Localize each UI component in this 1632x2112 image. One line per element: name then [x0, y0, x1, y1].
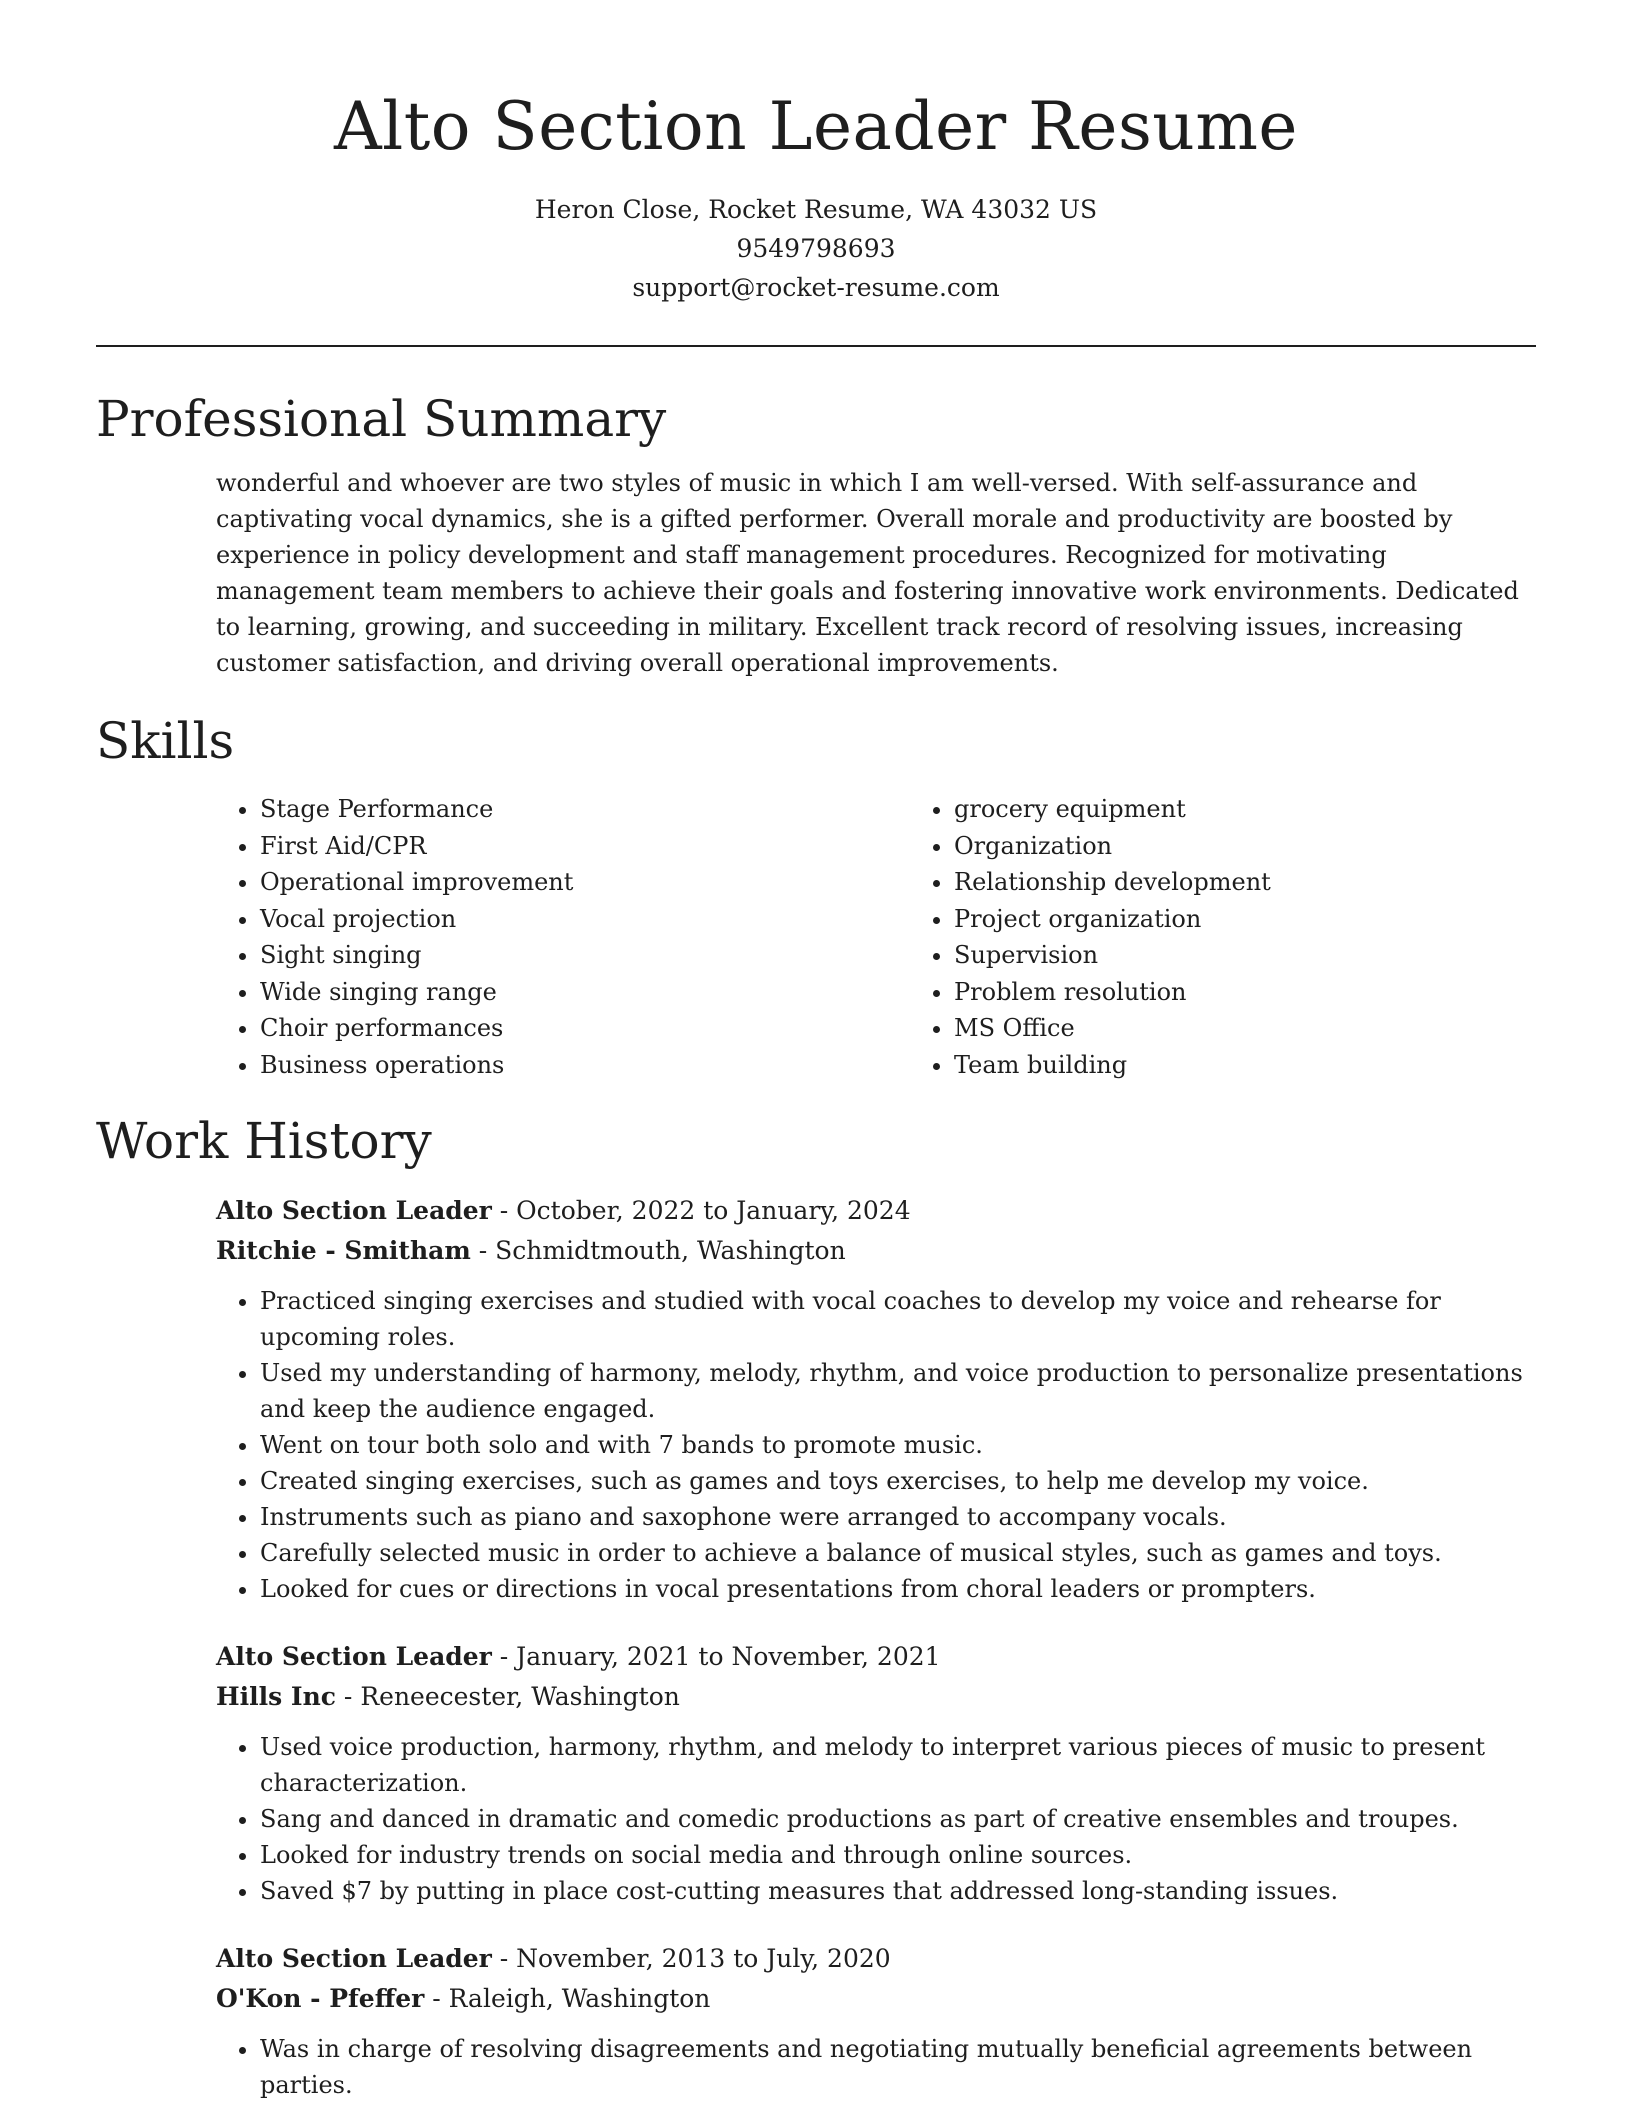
job-title: Alto Section Leader	[216, 1642, 492, 1671]
job-bullet: • Used my understanding of harmony, melody, rhythm, and voice production to personalize presentations and keep the audience engaged.	[260, 1355, 1536, 1427]
resume-header	[96, 0, 1536, 307]
job-bullets	[216, 2031, 1536, 2103]
skills-heading: Skills	[96, 712, 235, 770]
job-bullet: • Instruments such as piano and saxophone were arranged to accompany vocals.	[260, 1499, 1536, 1535]
job-bullet: • Looked for cues or directions in vocal presentations from choral leaders or prompters.	[260, 1571, 1536, 1607]
job-location: - Raleigh, Washington	[424, 1984, 711, 2013]
contact-email: support@rocket-resume.com	[632, 273, 1000, 302]
job-bullet: • Saved $7 by putting in place cost-cutting measures that addressed long-standing issues.	[260, 1873, 1536, 1909]
job-entry	[96, 1939, 1536, 2103]
contact-address: Heron Close, Rocket Resume, WA 43032 US	[534, 195, 1098, 224]
job-bullet: • Created singing exercises, such as games and toys exercises, to help me develop my voice.	[260, 1463, 1536, 1499]
job-company-line	[216, 1231, 1536, 1271]
job-bullet: • Went on tour both solo and with 7 bands to promote music.	[260, 1427, 1536, 1463]
job-dates: - October, 2022 to January, 2024	[491, 1196, 911, 1225]
job-company-line	[216, 1979, 1536, 2019]
job-title: Alto Section Leader	[216, 1196, 492, 1225]
job-bullets	[216, 1729, 1536, 1909]
job-dates: - November, 2013 to July, 2020	[491, 1944, 891, 1973]
job-bullet: • Carefully selected music in order to achieve a balance of musical styles, such as games and toys.	[260, 1535, 1536, 1571]
skill-item: • First Aid/CPR	[260, 828, 910, 865]
skill-item: • Operational improvement	[260, 864, 910, 901]
skill-item: • Stage Performance	[260, 791, 910, 828]
skill-item: • Organization	[954, 828, 1271, 865]
resume-title: Alto Section Leader Resume	[334, 88, 1298, 165]
job-company: Ritchie - Smitham	[216, 1236, 471, 1265]
summary-text: wonderful and whoever are two styles of music in which I am well-versed. With self-assurance and captivating vocal dynamics, she is a gifted performer. Overall morale and productivity are boosted by experience in policy development and staff management procedures. Recognized for motivating management team members to achieve their goals and fostering innovative work environments. Dedicated to learning, growing, and succeeding in military. Excellent track record of resolving issues, increasing customer satisfaction, and driving overall operational improvements.	[216, 469, 1519, 677]
job-title-line	[216, 1191, 1536, 1231]
job-title: Alto Section Leader	[216, 1944, 492, 1973]
skill-item: • Supervision	[954, 937, 1271, 974]
job-bullet: • Practiced singing exercises and studied with vocal coaches to develop my voice and rehearse for upcoming roles.	[260, 1283, 1536, 1355]
skill-item: • Problem resolution	[954, 974, 1271, 1011]
skills-list	[96, 791, 1536, 1083]
job-entry	[96, 1191, 1536, 1607]
skill-item: • Business operations	[260, 1047, 910, 1084]
summary-heading: Professional Summary	[96, 390, 667, 448]
job-dates: - January, 2021 to November, 2021	[491, 1642, 941, 1671]
job-location: - Schmidtmouth, Washington	[470, 1236, 846, 1265]
job-bullet: • Was in charge of resolving disagreements and negotiating mutually beneficial agreements between parties.	[260, 2031, 1536, 2103]
contact-phone: 9549798693	[736, 234, 896, 263]
skill-item: • MS Office	[954, 1010, 1271, 1047]
job-bullets	[216, 1283, 1536, 1607]
job-bullet: • Used voice production, harmony, rhythm, and melody to interpret various pieces of music to present characterization.	[260, 1729, 1536, 1801]
skill-item: • grocery equipment	[954, 791, 1271, 828]
job-entry	[96, 1637, 1536, 1909]
job-bullet: • Sang and danced in dramatic and comedic productions as part of creative ensembles and troupes.	[260, 1801, 1536, 1837]
job-company: Hills Inc	[216, 1682, 336, 1711]
skill-item: • Relationship development	[954, 864, 1271, 901]
skill-item: • Wide singing range	[260, 974, 910, 1011]
job-bullet: • Looked for industry trends on social media and through online sources.	[260, 1837, 1536, 1873]
skills-column-left	[216, 791, 910, 1083]
header-divider	[96, 345, 1536, 347]
skill-item: • Project organization	[954, 901, 1271, 938]
skills-column-right	[910, 791, 1271, 1083]
job-title-line	[216, 1637, 1536, 1677]
skill-item: • Vocal projection	[260, 901, 910, 938]
contact-block	[96, 190, 1536, 307]
skill-item: • Team building	[954, 1047, 1271, 1084]
skill-item: • Sight singing	[260, 937, 910, 974]
job-company-line	[216, 1677, 1536, 1717]
job-company: O'Kon - Pfeffer	[216, 1984, 425, 2013]
skill-item: • Choir performances	[260, 1010, 910, 1047]
job-title-line	[216, 1939, 1536, 1979]
job-location: - Reneecester, Washington	[335, 1682, 680, 1711]
work-history-heading: Work History	[96, 1112, 432, 1170]
